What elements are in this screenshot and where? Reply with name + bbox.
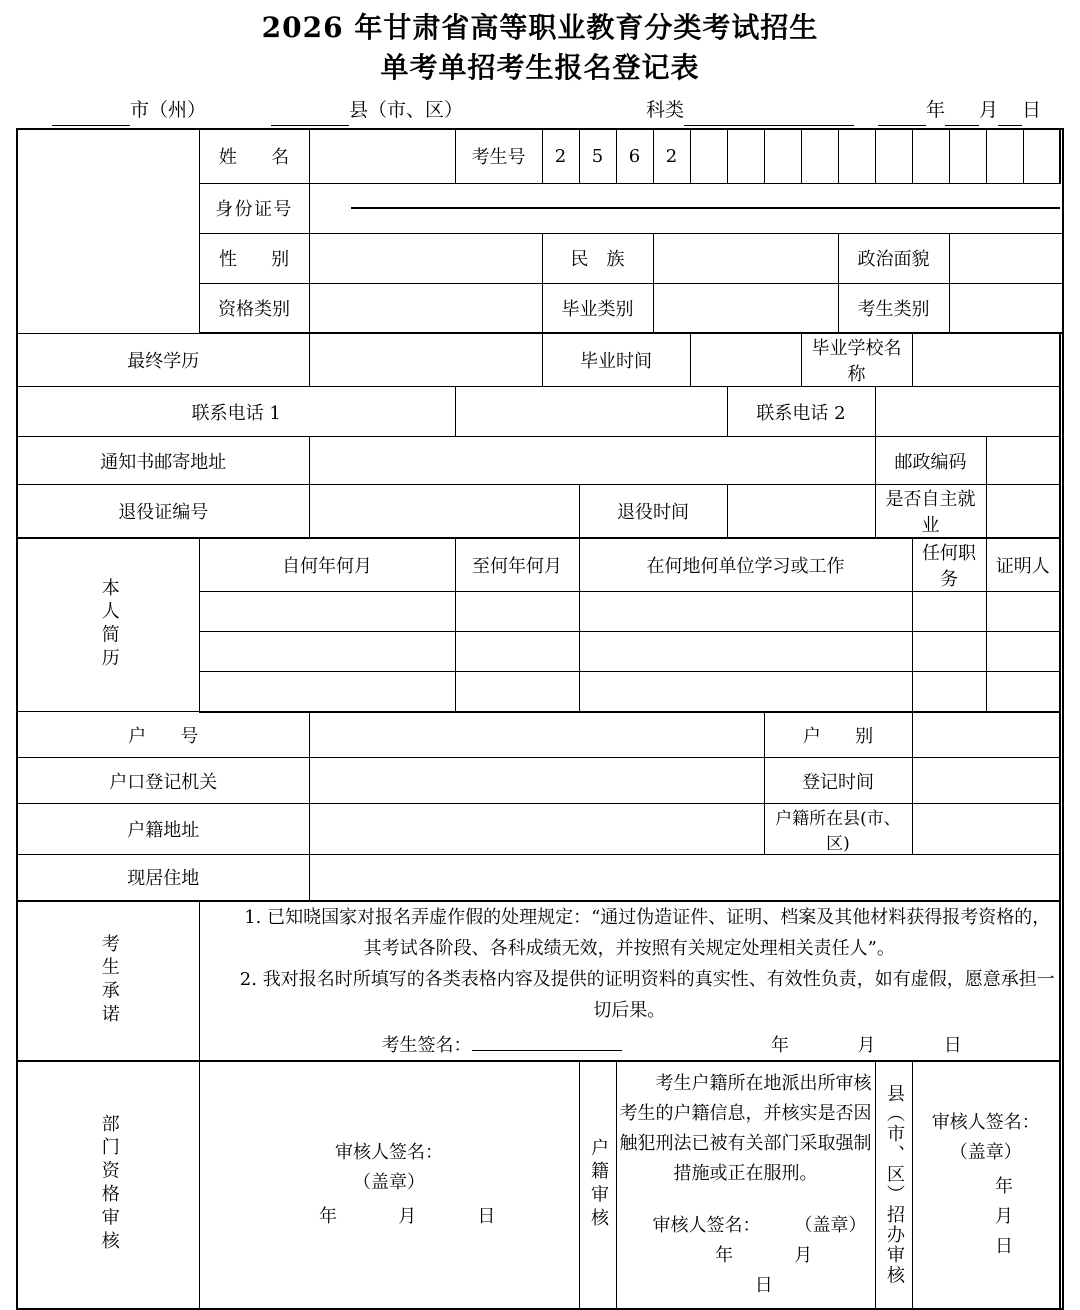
resume-col-post: 任何职务 (912, 538, 986, 592)
row-resume-header (17, 538, 1063, 592)
county-field[interactable] (271, 94, 463, 126)
mail-address-value[interactable] (309, 437, 875, 485)
resume-cell-to[interactable] (455, 672, 579, 712)
hukou-audit-side-label (579, 1061, 616, 1309)
pledge-item-2: 2. 我对报名时所填写的各类表格内容及提供的证明资料的真实性、有效性负责，如有虚假，愿意承担一切后果。 (239, 968, 1055, 1021)
resume-cell-to[interactable] (455, 632, 579, 672)
exam-no-cell[interactable]: 2 (542, 129, 579, 183)
hukou-address-value[interactable] (309, 804, 764, 855)
resume-col-place: 在何地何单位学习或工作 (579, 538, 912, 592)
register-org-label: 户口登记机关 (17, 758, 309, 804)
hukou-signature-label: 审核人签名： (652, 1214, 761, 1236)
exam-no-cell[interactable]: 2 (653, 129, 690, 183)
exam-no-cell[interactable] (690, 129, 727, 183)
exam-no-cell[interactable]: 5 (579, 129, 616, 183)
phone1-label: 联系电话 1 (17, 387, 455, 437)
resume-cell-place[interactable] (579, 632, 912, 672)
resume-cell-from[interactable] (199, 672, 455, 712)
pledge-date-label: 年 月 日 (771, 1034, 987, 1056)
hukou-date-label: 年 月 日 (715, 1244, 874, 1296)
resume-cell-witness[interactable] (986, 592, 1060, 632)
row-current-address (17, 855, 1063, 901)
id-no-cell[interactable] (310, 208, 352, 209)
pledge-item-1: 1. 已知晓国家对报名弄虚作假的处理规定：“通过伪造证件、证明、档案及其他材料获得报考资格的，其考试各阶段、各科成绩无效，并按照有关规定处理相关责任人”。 (244, 906, 1051, 959)
ethnicity-value[interactable] (653, 233, 838, 283)
subject-blank[interactable] (684, 106, 854, 126)
exam-no-cell[interactable] (764, 129, 801, 183)
row-hu-no (17, 712, 1063, 758)
register-time-value[interactable] (912, 758, 1060, 804)
dept-audit-side-label (17, 1061, 199, 1309)
row-pledge (17, 901, 1063, 1061)
city-label: 市（州） (130, 99, 207, 121)
resume-cell-post[interactable] (912, 672, 986, 712)
exam-no-label: 考生号 (455, 129, 542, 183)
id-no-cell[interactable] (434, 208, 476, 209)
phone1-value[interactable] (455, 387, 727, 437)
political-value[interactable] (949, 233, 1063, 283)
day-blank[interactable] (998, 106, 1022, 126)
id-no-cell[interactable] (393, 208, 435, 209)
city-blank[interactable] (52, 106, 130, 126)
photo-area[interactable] (17, 129, 199, 333)
resume-cell-witness[interactable] (986, 632, 1060, 672)
hu-no-value[interactable] (309, 712, 764, 758)
county-blank[interactable] (271, 106, 349, 126)
register-org-value[interactable] (309, 758, 764, 804)
postcode-label: 邮政编码 (875, 437, 986, 485)
id-no-cell[interactable] (851, 208, 893, 209)
qualification-label: 资格类别 (199, 283, 309, 333)
pledge-body (199, 901, 1060, 1061)
county-audit-cell (912, 1061, 1075, 1309)
id-no-cell[interactable] (476, 208, 518, 209)
exam-no-cell[interactable] (1023, 129, 1060, 183)
resume-col-to: 至何年何月 (455, 538, 579, 592)
veteran-cert-label: 退役证编号 (17, 485, 309, 539)
ethnicity-label: 民 族 (542, 233, 653, 283)
id-no-cells-wrapper (309, 183, 1060, 233)
gender-label: 性 别 (199, 233, 309, 283)
self-employ-label: 是否自主就业 (875, 485, 986, 539)
city-field[interactable] (52, 94, 206, 126)
resume-cell-post[interactable] (912, 632, 986, 672)
row-veteran (17, 485, 1063, 539)
resume-cell-post[interactable] (912, 592, 986, 632)
resume-side-text: 本人简历 (98, 578, 120, 672)
id-no-cell[interactable] (351, 208, 393, 209)
id-no-cell[interactable] (559, 208, 601, 209)
phone2-value[interactable] (875, 387, 1060, 437)
resume-cell-witness[interactable] (986, 672, 1060, 712)
graduation-time-value[interactable] (690, 333, 801, 387)
exam-no-cell[interactable] (986, 129, 1023, 183)
dept-signature-label[interactable]: 审核人签名： (335, 1141, 443, 1163)
row-hukou-address (17, 804, 1063, 855)
exam-no-cell[interactable] (912, 129, 949, 183)
county-audit-side-label (875, 1061, 912, 1309)
county-signature-label[interactable]: 审核人签名： (931, 1111, 1040, 1133)
resume-col-from: 自何年何月 (199, 538, 455, 592)
final-education-label: 最终学历 (17, 333, 309, 387)
dept-audit-cell (199, 1061, 579, 1309)
candidate-type-label: 考生类别 (838, 283, 949, 333)
pledge-signature-group[interactable] (382, 1030, 622, 1061)
school-name-label: 毕业学校名称 (801, 333, 912, 387)
veteran-cert-value[interactable] (309, 485, 579, 539)
hukou-signature-row[interactable] (619, 1211, 873, 1241)
resume-cell-place[interactable] (579, 592, 912, 632)
final-education-value[interactable] (309, 333, 542, 387)
county-date-label: 年 月 日 (994, 1175, 1075, 1257)
hukou-seal-label: （盖章） (794, 1214, 867, 1236)
pledge-signature-label: 考生签名： (381, 1034, 472, 1056)
id-no-cell[interactable] (1017, 208, 1059, 209)
id-no-cell[interactable] (767, 208, 809, 209)
name-label: 姓 名 (199, 129, 309, 183)
exam-no-cell[interactable] (949, 129, 986, 183)
hukou-county-label: 户籍所在县(市、区) (764, 804, 912, 855)
dept-date-label: 年 月 日 (319, 1205, 517, 1227)
county-seal-label: （盖章） (949, 1141, 1022, 1163)
id-no-cell[interactable] (809, 208, 851, 209)
day-label: 日 (1022, 99, 1042, 121)
pledge-side-text: 考生承诺 (98, 933, 120, 1028)
pledge-side-label (17, 901, 199, 1061)
hukou-audit-cell (616, 1061, 875, 1309)
id-no-cell[interactable] (934, 208, 976, 209)
discharge-time-label: 退役时间 (579, 485, 727, 539)
discharge-time-value[interactable] (727, 485, 875, 539)
graduation-type-value[interactable] (653, 283, 838, 333)
id-no-cell[interactable] (643, 208, 685, 209)
id-no-label: 身份证号 (199, 183, 309, 233)
resume-cell-from[interactable] (199, 632, 455, 672)
exam-no-cell[interactable] (801, 129, 838, 183)
name-value[interactable] (309, 129, 455, 183)
exam-no-cell[interactable] (838, 129, 875, 183)
county-label: 县（市、区） (349, 99, 464, 121)
postcode-value[interactable] (986, 437, 1060, 485)
row-audit (17, 1061, 1063, 1309)
resume-side-label (17, 538, 199, 712)
current-address-label: 现居住地 (17, 855, 309, 901)
id-no-cell[interactable] (684, 208, 726, 209)
school-name-value[interactable] (912, 333, 1060, 387)
subject-label: 科类 (646, 99, 685, 121)
row-mail-address (17, 437, 1063, 485)
row-register-org (17, 758, 1063, 804)
month-label: 月 (979, 99, 999, 121)
id-no-cell[interactable] (892, 208, 934, 209)
dept-audit-side-text: 部门资格审核 (98, 1114, 120, 1255)
subject-field[interactable] (646, 94, 854, 126)
resume-col-witness: 证明人 (986, 538, 1060, 592)
title-line-2: 单考单招考生报名登记表 (380, 51, 700, 84)
graduation-type-label: 毕业类别 (542, 283, 653, 333)
candidate-type-value[interactable] (949, 283, 1063, 333)
qualification-value[interactable] (309, 283, 542, 333)
hu-type-value[interactable] (912, 712, 1060, 758)
id-no-cell[interactable] (601, 208, 643, 209)
current-address-value[interactable] (309, 855, 1060, 901)
gender-value[interactable] (309, 233, 542, 283)
self-employ-value[interactable] (986, 485, 1060, 539)
exam-no-cell[interactable]: 6 (616, 129, 653, 183)
page-title (0, 0, 1080, 88)
hukou-audit-body: 考生户籍所在地派出所审核考生的户籍信息，并核实是否因触犯刑法已被有关部门采取强制措施或正在服刑。 (619, 1072, 872, 1184)
hukou-audit-side-text: 户籍审核 (587, 1137, 609, 1232)
register-time-label: 登记时间 (764, 758, 912, 804)
month-blank[interactable] (945, 106, 979, 126)
title-line-1: 2026 年甘肃省高等职业教育分类考试招生 (261, 11, 819, 44)
phone2-label: 联系电话 2 (727, 387, 875, 437)
resume-cell-to[interactable] (455, 592, 579, 632)
id-no-cell[interactable] (976, 208, 1018, 209)
hu-type-label: 户 别 (764, 712, 912, 758)
hukou-address-label: 户籍地址 (17, 804, 309, 855)
hu-no-label: 户 号 (17, 712, 309, 758)
year-blank[interactable] (878, 106, 926, 126)
county-audit-side-text: 县（市、区）招办审核 (883, 1083, 905, 1286)
resume-cell-place[interactable] (579, 672, 912, 712)
exam-no-cell[interactable] (875, 129, 912, 183)
id-no-grid (310, 207, 1061, 209)
mail-address-label: 通知书邮寄地址 (17, 437, 309, 485)
id-no-cell[interactable] (518, 208, 560, 209)
date-field[interactable] (878, 94, 1041, 126)
header-blanks-row (16, 94, 1064, 126)
pledge-signature-row (202, 1030, 1058, 1060)
exam-no-cell[interactable] (727, 129, 764, 183)
dept-seal-label: （盖章） (353, 1171, 425, 1193)
year-label: 年 (926, 99, 946, 121)
row-phones (17, 387, 1063, 437)
hukou-county-value[interactable] (912, 804, 1060, 855)
registration-form-table (16, 128, 1075, 1310)
pledge-signature-blank[interactable] (472, 1033, 622, 1051)
row-name-examno (17, 129, 1063, 183)
graduation-time-label: 毕业时间 (542, 333, 690, 387)
row-education (17, 333, 1063, 387)
resume-cell-from[interactable] (199, 592, 455, 632)
political-label: 政治面貌 (838, 233, 949, 283)
id-no-cell[interactable] (726, 208, 768, 209)
